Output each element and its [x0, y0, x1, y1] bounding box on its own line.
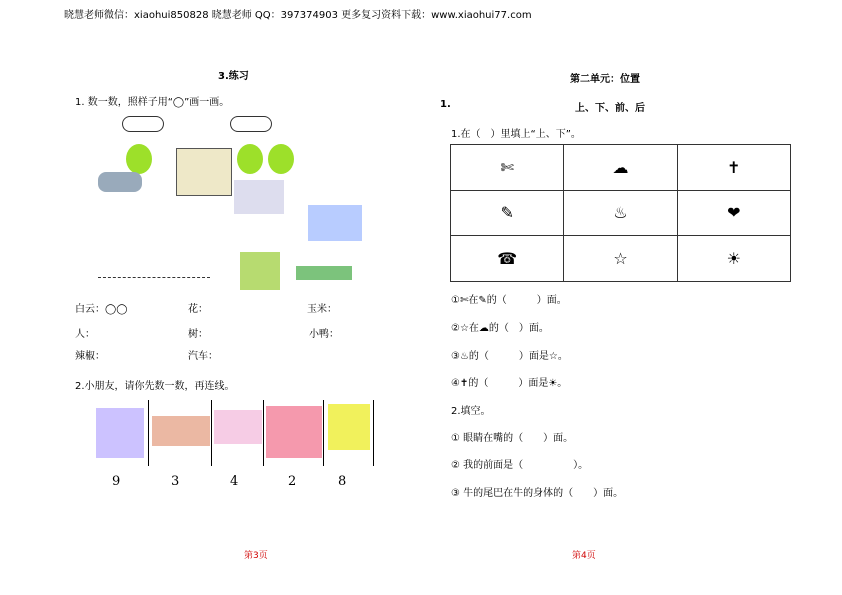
section-number: 1.: [440, 99, 451, 110]
tree-image: [268, 144, 294, 174]
pencil-icon: ✎: [451, 190, 564, 236]
count-ducks: 小鸭：: [309, 329, 339, 340]
birds-image: [328, 404, 370, 450]
count-trees: 树：: [188, 329, 208, 340]
scissors-icon: ✄: [451, 145, 564, 191]
tree-image: [237, 144, 263, 174]
fill-line: ③♨的（ ）面是☆。: [451, 351, 568, 362]
cloud-image: [122, 116, 164, 132]
symbol-grid: [450, 144, 791, 282]
house-image: [176, 148, 232, 196]
cloud-image: [230, 116, 272, 132]
question-1: 1. 数一数，照样子用“◯”画一画。: [75, 97, 230, 108]
section-title: 上、下、前、后: [575, 103, 645, 114]
question-1: 1.在（ ）里填上“上、下”。: [451, 129, 581, 140]
count-clouds: 白云：◯◯: [75, 304, 128, 315]
question-2: 2.小朋友，请你先数一数，再连线。: [75, 381, 235, 392]
heart-icon: ❤: [677, 190, 790, 236]
hot-springs-icon: ♨: [564, 190, 677, 236]
ducks-image: [234, 180, 284, 214]
flowers-image: [308, 205, 362, 241]
fill-line: ①✄在✎的（ ）面。: [451, 295, 567, 306]
fish-image: [266, 406, 322, 458]
fill-line: ① 眼睛在嘴的（ ）面。: [451, 433, 574, 444]
fill-line: ② 我的前面是（ ）。: [451, 460, 589, 471]
number: 2: [288, 474, 297, 489]
fill-line: ④✝的（ ）面是☀。: [451, 378, 568, 389]
number: 4: [230, 474, 239, 489]
count-peppers: 辣椒：: [75, 351, 105, 362]
corn-image: [240, 252, 280, 290]
strawberries-image: [152, 416, 210, 446]
fill-line: ②☆在☁的（ ）面。: [451, 323, 549, 334]
count-cars: 汽车：: [188, 351, 218, 362]
number: 3: [171, 474, 180, 489]
number: 9: [112, 474, 121, 489]
header-text: 晓慧老师微信：xiaohui850828 晓慧老师 QQ：397374903 更多复习资料下载：www.xiaohui77.com: [64, 10, 532, 21]
cloud-icon: ☁: [564, 145, 677, 191]
people-jump-rope-image: [98, 205, 210, 278]
count-flowers: 花：: [188, 304, 208, 315]
cups-image: [96, 408, 144, 458]
tree-image: [126, 144, 152, 174]
snails-image: [214, 410, 262, 444]
page-number: 第4页: [572, 551, 596, 561]
count-people: 人：: [75, 329, 95, 340]
fill-line: ③ 牛的尾巴在牛的身体的（ ）面。: [451, 488, 624, 499]
cross-icon: ✝: [677, 145, 790, 191]
page-title: 第二单元：位置: [570, 74, 640, 85]
number: 8: [338, 474, 347, 489]
page-title: 3.练习: [218, 71, 249, 82]
car-image: [98, 172, 142, 192]
telephone-icon: ☎: [451, 236, 564, 282]
peppers-image: [296, 266, 352, 280]
star-icon: ☆: [564, 236, 677, 282]
page-number: 第3页: [244, 551, 268, 561]
sun-icon: ☀: [677, 236, 790, 282]
count-corn: 玉米：: [307, 304, 337, 315]
question-2: 2.填空。: [451, 406, 491, 417]
